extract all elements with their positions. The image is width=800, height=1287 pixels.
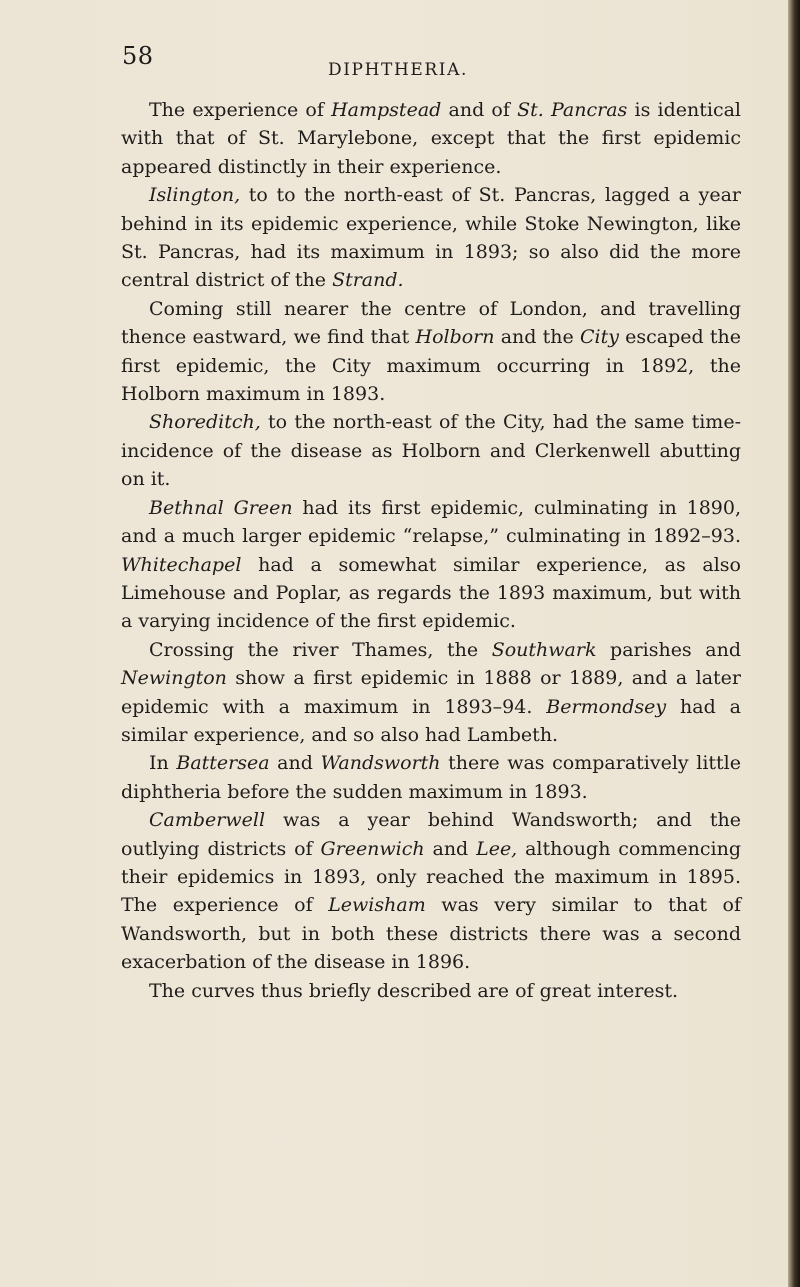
- paragraph: [121, 977, 741, 1005]
- text-run: is identical with that of St. Marylebone, except that the first epidemic appeared distinctly in their experience.: [121, 99, 741, 178]
- body-text: [121, 96, 741, 1005]
- paragraph: [121, 749, 741, 806]
- italic-text: Whitechapel: [121, 553, 242, 576]
- text-run: and: [424, 837, 477, 860]
- text-run: Coming still nearer the centre of London, and travelling thence eastward, we find that: [121, 297, 741, 349]
- text-run: had its first epidemic, culminating in 1890, and a much larger epidemic “relapse,” culminating in 1892–93.: [121, 496, 742, 548]
- text-run: and of: [441, 99, 518, 121]
- text-run: had a somewhat similar experience, as also Limehouse and Poplar, as regards the 1893 maximum, but with a varying incidence of the first epidemic.: [121, 553, 741, 633]
- italic-text: Strand.: [332, 269, 404, 292]
- italic-text: Wandsworth: [320, 752, 441, 775]
- text-run: and: [269, 752, 321, 775]
- italic-text: Lee,: [476, 837, 518, 860]
- italic-text: Shoreditch,: [149, 411, 261, 434]
- italic-text: Battersea: [176, 752, 270, 775]
- text-run: to the north-east of the City, had the same time-incidence of the disease as Holborn and Clerkenwell abutting on it.: [121, 411, 741, 491]
- paragraph: [121, 181, 741, 295]
- text-run: there was comparatively little diphtheria before the sudden maximum in 1893.: [121, 752, 741, 803]
- page-number: 58: [122, 42, 154, 70]
- text-run: had a similar experience, and so also had Lambeth.: [121, 695, 741, 746]
- italic-text: Islington,: [149, 184, 241, 207]
- text-run: The curves thus briefly described are of great interest.: [149, 979, 679, 1002]
- italic-text: Camberwell: [149, 809, 266, 832]
- italic-text: Bethnal Green: [149, 496, 293, 519]
- italic-text: Lewisham: [328, 894, 426, 917]
- text-run: to to the north-east of St. Pancras, lagged a year behind in its epidemic experience, while Stoke Newington, like St. Pancras, had its maximum in 1893; so also did the more central district of the: [121, 184, 741, 292]
- italic-text: Greenwich: [320, 837, 425, 860]
- paragraph: [121, 806, 741, 976]
- text-run: escaped the first epidemic, the City maximum occurring in 1892, the Holborn maximum in 1893.: [121, 326, 742, 406]
- italic-text: Newington: [121, 667, 227, 690]
- italic-text: Bermondsey: [546, 695, 667, 718]
- italic-text: St. Pancras: [517, 99, 628, 121]
- paragraph: [121, 636, 741, 750]
- page-edge: [788, 0, 800, 1287]
- text-run: Crossing the river Thames, the: [149, 638, 492, 661]
- text-run: was a year behind Wandsworth; and the outlying districts of: [121, 809, 741, 860]
- text-run: In: [149, 752, 177, 775]
- paragraph: [121, 295, 741, 409]
- italic-text: Southwark: [491, 638, 597, 661]
- paragraph: [121, 408, 741, 493]
- text-run: parishes and: [596, 638, 741, 661]
- text-run: although commencing their epidemics in 1893, only reached the maximum in 1895. The experience of: [121, 837, 741, 917]
- italic-text: Hampstead: [331, 99, 442, 121]
- italic-text: City: [579, 326, 619, 349]
- paragraph: [121, 96, 741, 181]
- italic-text: Holborn: [415, 326, 495, 349]
- text-run: show a first epidemic in 1888 or 1889, and a later epidemic with a maximum in 1893–94.: [121, 667, 741, 718]
- running-head: DIPHTHERIA.: [328, 60, 468, 80]
- text-run: The experience of: [149, 99, 332, 121]
- text-run: and the: [494, 326, 580, 349]
- paragraph: [121, 494, 741, 636]
- text-run: was very similar to that of Wandsworth, but in both these districts there was a second exacerbation of the disease in 1896.: [121, 894, 741, 974]
